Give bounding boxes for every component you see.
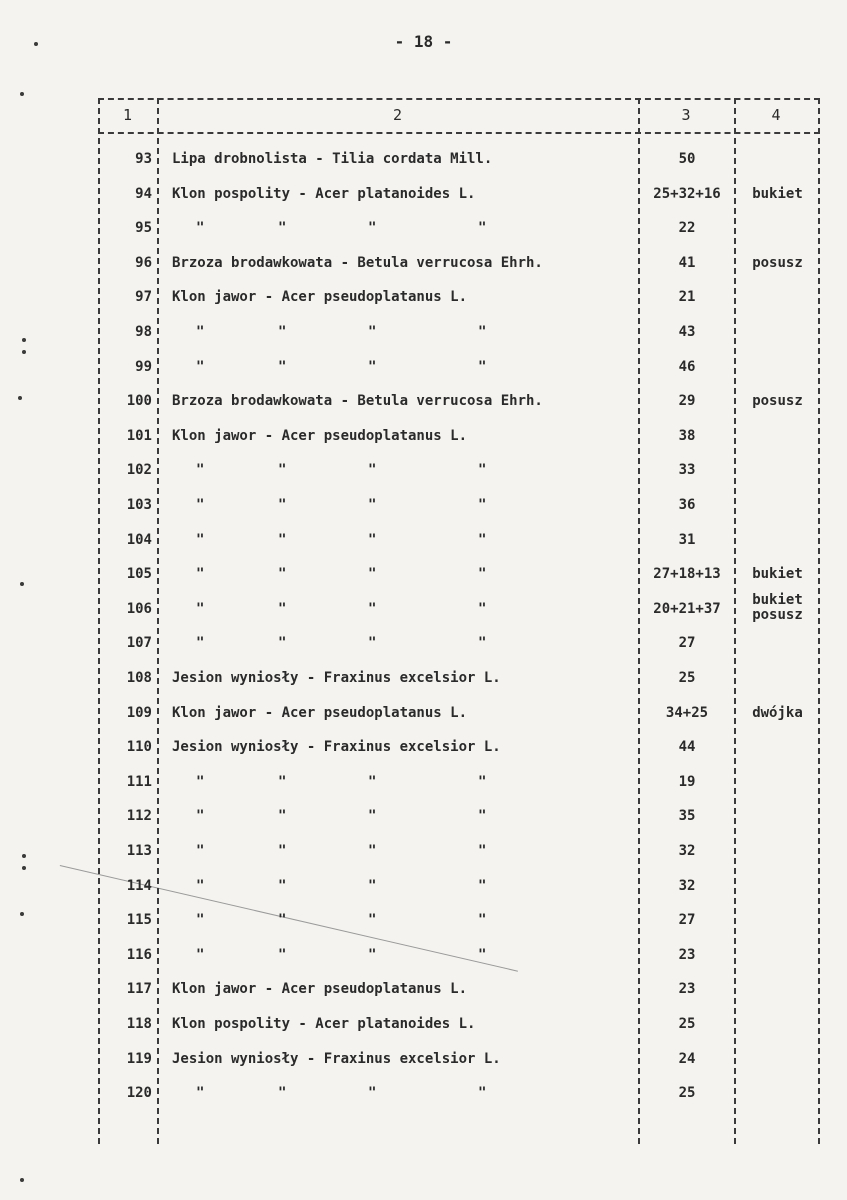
margin-dot (20, 1178, 24, 1182)
table-row (98, 419, 820, 453)
table-row (98, 1007, 820, 1041)
size-value: 32 (678, 843, 696, 859)
species-name: Lipa drobnolista - Tilia cordata Mill. (172, 151, 493, 167)
note: posusz (752, 254, 803, 271)
margin-dot (34, 42, 38, 46)
row-number: 111 (126, 773, 152, 790)
row-number: 114 (126, 877, 152, 894)
size-value: 22 (678, 220, 696, 237)
column-header-4: 4 (771, 106, 781, 124)
size-value: 34+25 (665, 704, 709, 721)
margin-dot (20, 92, 24, 96)
row-number: 108 (126, 670, 152, 686)
table-row: 98 " " " " 43 (98, 315, 820, 349)
note: bukiet (752, 185, 803, 202)
size-value: 44 (678, 739, 696, 756)
row-number: 103 (126, 497, 152, 513)
row-number: 118 (126, 1016, 152, 1032)
row-number: 105 (126, 566, 152, 583)
size-value: 31 (678, 531, 696, 548)
species-name: Klon pospolity - Acer platanoides L. (172, 185, 476, 202)
table-row: 105 " " " " 27+18+13 bukiet (98, 557, 820, 591)
table-row: 116 " " " " 23 (98, 938, 820, 972)
row-number: 117 (126, 981, 152, 998)
table-row: 115 " " " " 27 (98, 903, 820, 937)
size-value: 38 (678, 427, 696, 444)
margin-dot (22, 866, 26, 870)
note-line: bukiet (752, 591, 803, 608)
size-value: 43 (678, 324, 696, 340)
row-number: 110 (126, 739, 152, 756)
note (735, 593, 820, 623)
species-name: Jesion wyniosły - Fraxinus excelsior L. (172, 1050, 501, 1067)
size-value: 21 (678, 289, 696, 306)
note-line: posusz (752, 606, 803, 623)
table-row: 99 " " " " 46 (98, 350, 820, 384)
row-number: 109 (126, 704, 152, 721)
species-name: Klon jawor - Acer pseudoplatanus L. (172, 289, 468, 306)
size-value: 46 (678, 358, 696, 375)
table-row: 103 " " " " 36 (98, 488, 820, 522)
species-name: Klon jawor - Acer pseudoplatanus L. (172, 981, 468, 998)
row-number: 100 (126, 393, 152, 410)
tree-table (98, 98, 820, 1144)
size-value: 23 (678, 946, 696, 963)
margin-dot (18, 396, 22, 400)
table-row: 112 " " " " 35 (98, 799, 820, 833)
size-value: 19 (678, 773, 696, 790)
row-number: 120 (126, 1085, 152, 1102)
margin-dot (22, 350, 26, 354)
margin-dot (22, 854, 26, 858)
size-value: 32 (678, 877, 696, 894)
table-row: 104 " " " " 31 (98, 523, 820, 557)
table-row: 106 " " " " 20+21+37 bukiet posusz (98, 592, 820, 626)
size-value: 50 (678, 151, 696, 167)
row-number: 98 (135, 324, 152, 340)
row-number: 107 (126, 635, 152, 652)
size-value: 27 (678, 635, 696, 652)
species-name: Jesion wyniosły - Fraxinus excelsior L. (172, 739, 501, 756)
table-row: 113 " " " " 32 (98, 834, 820, 868)
row-number: 99 (135, 358, 152, 375)
size-value: 25 (678, 1085, 696, 1102)
table-row: 120 " " " " 25 (98, 1076, 820, 1110)
row-number: 112 (126, 808, 152, 825)
note: dwójka (752, 704, 803, 721)
row-number: 95 (135, 220, 152, 237)
size-value: 29 (678, 393, 696, 410)
row-number: 119 (126, 1050, 152, 1067)
row-number: 116 (126, 946, 152, 963)
margin-dot (22, 338, 26, 342)
size-value: 41 (678, 254, 696, 271)
species-name: Brzoza brodawkowata - Betula verrucosa Ehrh. (172, 393, 543, 410)
table-row: 114 " " " " 32 (98, 869, 820, 903)
size-value: 35 (678, 808, 696, 825)
table-row: 107 " " " " 27 (98, 626, 820, 660)
row-number: 106 (126, 600, 152, 617)
margin-dot (20, 912, 24, 916)
species-name: Brzoza brodawkowata - Betula verrucosa Ehrh. (172, 254, 543, 271)
row-number: 113 (126, 843, 152, 859)
row-number: 93 (135, 151, 152, 167)
size-value: 27 (678, 912, 696, 929)
note: posusz (752, 393, 803, 410)
row-number: 94 (135, 185, 152, 202)
page-number: - 18 - (394, 32, 453, 51)
size-value: 25 (678, 1016, 696, 1032)
table-row (98, 1042, 820, 1076)
table-row (98, 246, 820, 280)
species-name: Klon pospolity - Acer platanoides L. (172, 1016, 476, 1032)
column-header-2: 2 (392, 106, 403, 124)
row-number: 101 (126, 427, 152, 444)
species-name: Jesion wyniosły - Fraxinus excelsior L. (172, 670, 501, 686)
table-row (98, 696, 820, 730)
size-value: 25 (678, 670, 696, 686)
table-row (98, 280, 820, 314)
row-number: 96 (135, 254, 152, 271)
row-number: 102 (126, 462, 152, 479)
size-value: 24 (678, 1050, 696, 1067)
header-divider (98, 132, 820, 134)
size-value: 25+32+16 (653, 185, 721, 202)
note: bukiet (752, 566, 803, 583)
table-row (98, 384, 820, 418)
table-row (98, 661, 820, 695)
margin-dot (20, 582, 24, 586)
size-value: 20+21+37 (653, 600, 721, 617)
table-row: 95 " " " " 22 (98, 211, 820, 245)
column-header-3: 3 (681, 106, 691, 124)
size-value: 23 (678, 981, 696, 998)
table-row (98, 730, 820, 764)
row-number: 115 (126, 912, 152, 929)
table-row (98, 142, 820, 176)
size-value: 36 (678, 497, 696, 513)
table-row: 111 " " " " 19 (98, 765, 820, 799)
size-value: 27+18+13 (653, 566, 721, 583)
row-number: 104 (126, 531, 152, 548)
row-number: 97 (135, 289, 152, 306)
table-row: 102 " " " " 33 (98, 453, 820, 487)
table-row (98, 177, 820, 211)
column-header-1: 1 (122, 106, 133, 124)
table-top-border (98, 98, 820, 100)
species-name: Klon jawor - Acer pseudoplatanus L. (172, 427, 468, 444)
size-value: 33 (678, 462, 696, 479)
species-name: Klon jawor - Acer pseudoplatanus L. (172, 704, 468, 721)
table-row (98, 972, 820, 1006)
